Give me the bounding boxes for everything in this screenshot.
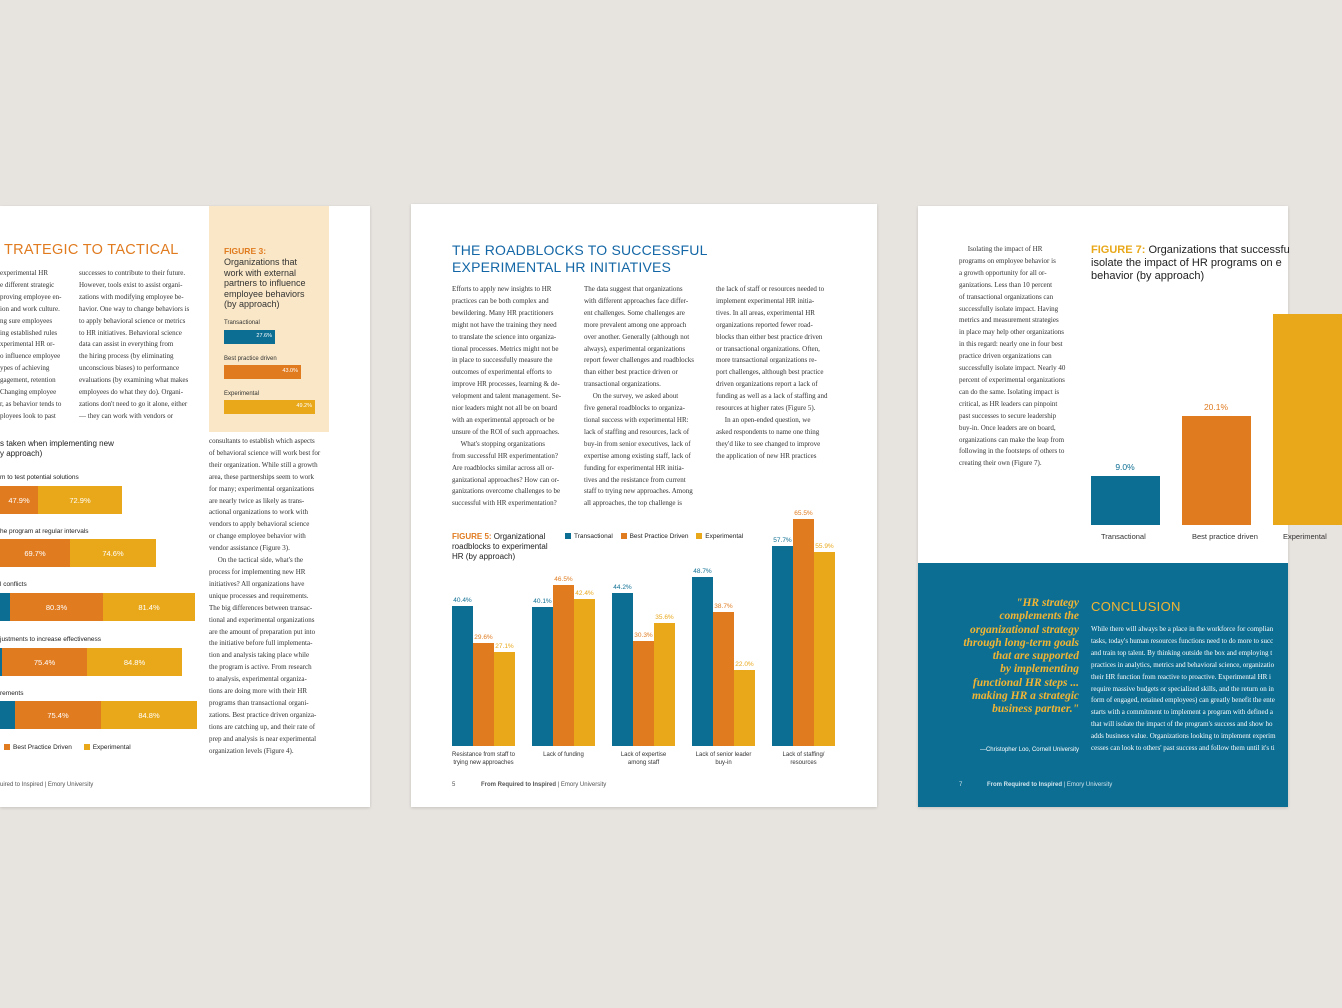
figure-3-box: [209, 206, 329, 432]
figure-3-label-transactional: Transactional: [224, 320, 260, 326]
figure-5-bar: [612, 593, 633, 746]
figure-5-bar: [633, 641, 654, 746]
conclusion-panel: [918, 563, 1288, 807]
pull-quote: "HR strategy complements the organizational strategy through long-term goals that are supported by implementing functional HR steps ... making HR a strategic business partner.": [963, 597, 1079, 716]
body-column-1: Efforts to apply new insights to HR practices can be both complex and bewildering. Many HR practitioners might not have the training they need to translate the science into organiza- tional processes. Metrics might not be in place to successfully measure the outcomes of experimental efforts to improve HR processes, learning & de- velopment and talent management. Se- nior leaders might not all be on board with an experimental approach or be unsure of the ROI of such approaches. What's stopping organizations from successful HR experimentation? Are roadblocks similar across all or- ganizational approaches? How can or- ganizations overcome challenges to be successful with HR experimentation?: [452, 285, 562, 508]
figure-7-bar: [1273, 314, 1342, 525]
section-heading: TRATEGIC TO TACTICAL: [4, 242, 179, 258]
figure-3-bar-experimental: 49.2%: [224, 400, 315, 414]
figure-4-bar-gold: 81.4%: [103, 593, 195, 621]
figure-4-group-label: he program at regular intervals: [0, 528, 89, 535]
figure-7-plot: [1091, 296, 1327, 541]
page-footer: From Required to Inspired | Emory University: [987, 782, 1113, 788]
body-column-1: experimental HR e different strategic proving employee en- ion and work culture. ng sure employees ing established rules xperimental HR or- o influence employee ypes of achieving gagement, retention Changing employee r, as behavior tends to ployees look to past: [0, 269, 62, 420]
figure-5-category-label: Lack of funding: [543, 752, 584, 758]
figure-5-plot: [452, 464, 852, 746]
figure-5-value-label: 42.4%: [575, 590, 594, 598]
page-footer: uired to Inspired | Emory University: [0, 782, 94, 788]
figure-4-legend: Best Practice Driven Experimental: [4, 744, 131, 751]
left-page: [0, 206, 370, 807]
figure-5-bar: [772, 546, 793, 746]
figure-7-bar: [1091, 476, 1160, 525]
figure-5-bar: [713, 612, 734, 746]
figure-4-bar-orange: 69.7%: [0, 539, 70, 567]
figure-5-value-label: 48.7%: [693, 568, 712, 576]
quote-attribution: —Christopher Loo, Cornell University: [979, 747, 1079, 753]
body-column-3: consultants to establish which aspects of behavioral science will work best for their organization. While still a growth area, these partnerships seem to work for many; experimental organizations are nearly twice as likely as trans- actional organizations to work with vendors to apply behavioral science or change employee behavior with vendor assistance (Figure 3). On the tactical side, what's the process for implementing new HR initiatives? All organizations have unique processes and requirements. The big differences between transac- tional and experimental organizations are the amount of preparation put into the initiative before full implementa- tion and analysis taking place while the program is active. From research to analysis, experimental organiza- tions are doing more with their HR programs than transactional organi- zations. Best practice driven organiza- tions are catching up, and their rate of prep and analysis is near experimental organization levels (Figure 4).: [209, 437, 321, 755]
figure-7-category-label: Experimental: [1283, 532, 1327, 541]
figure-5-value-label: 65.5%: [794, 510, 813, 518]
figure-5-value-label: 46.5%: [554, 575, 573, 583]
figure-7-bar: [1182, 416, 1251, 525]
figure-4-bar-orange: 47.9%: [0, 486, 38, 514]
figure-4-bar-gold: 72.9%: [38, 486, 122, 514]
body-column-1: Isolating the impact of HR programs on employee behavior is a growth opportunity for all or- ganizations. Less than 10 percent of transactional organizations can successfully isolate impact. Having metrics and measurement strategies in place may help other organizations in this regard: nearly one in four best practice driven organizations can successfully isolate impact. Nearly 40 percent of experimental organizations can do the same. Isolating impact is critical, as HR leaders can pinpoint past successes to secure leadership buy-in. Once leaders are on board, organizations can make the leap from following in the footsteps of others to creating their own (Figure 7).: [959, 245, 1066, 468]
legend-gold-swatch: [84, 744, 90, 750]
body-column-2: successes to contribute to their future. However, tools exist to assist organi- zations with modifying employee be- havior. One way to change behaviors is to apply behavioral science or metrics to HR initiatives. Behavioral science data can assist in everything from the hiring process (by eliminating unconscious biases) to performance evaluations (by examining what makes employees do what they do). Organi- zations don't need to go it alone, either — they can work with vendors or: [79, 269, 190, 420]
figure-5-bar: [574, 599, 595, 746]
figure-5-value-label: 27.1%: [495, 643, 514, 651]
middle-page: [411, 204, 877, 807]
figure-3-label-experimental: Experimental: [224, 391, 260, 397]
figure-4-bar-gold: 84.8%: [87, 648, 182, 676]
figure-5-bar: [553, 585, 574, 746]
figure-3-title: Organizations that work with external partners to influence employee behaviors (by approach): [224, 257, 306, 309]
figure-4-group-label: justments to increase effectiveness: [0, 636, 102, 643]
figure-7-category-label: Best practice driven: [1192, 532, 1258, 541]
figure-3-bar-transactional: 27.6%: [224, 330, 275, 344]
figure-5-bar: [473, 643, 494, 746]
right-page: [918, 206, 1327, 807]
body-column-2: The data suggest that organizations with different approaches face differ- ent challenges. Some challenges are more prevalent among one approach over another. Generally (although not always), experimental organizations report fewer challenges and roadblocks than either best practice driven or transactional organizations. On the survey, we asked about five general roadblocks to organiza- tional success with experimental HR: lack of staffing and resources, lack of buy-in from senior executives, lack of expertise among existing staff, lack of funding for experimental HR initia- tives and the resistance from current staff to trying new approaches. Among all approaches, the top challenge is: [584, 285, 695, 508]
figure-7-value-label: 9.0%: [1115, 462, 1135, 473]
figure-5-value-label: 40.4%: [453, 597, 472, 605]
legend-orange-swatch: [4, 744, 10, 750]
figure-5-bar: [654, 623, 675, 746]
figure-5-bar: [793, 519, 814, 746]
figure-5-value-label: 30.3%: [634, 632, 653, 640]
figure-5-category-label: Lack of staffing/ resources: [782, 752, 825, 766]
figure-4-bar-orange: 75.4%: [2, 648, 87, 676]
figure-5-value-label: 44.2%: [613, 583, 632, 591]
figure-5-value-label: 40.1%: [533, 598, 552, 606]
figure-5-bar: [532, 607, 553, 746]
figure-5-category-label: Lack of senior leader buy-in: [695, 752, 752, 766]
figure-4-group-label: m to test potential solutions: [0, 474, 79, 481]
section-heading: THE ROADBLOCKS TO SUCCESSFUL EXPERIMENTAL HR INITIATIVES: [452, 242, 708, 275]
figure-7-category-label: Transactional: [1101, 532, 1146, 541]
figure-5-value-label: 38.7%: [714, 602, 733, 610]
figure-4-bar-blue: [0, 593, 10, 621]
figure-7-value-label: 20.1%: [1203, 402, 1229, 413]
page-number: 5: [452, 782, 456, 788]
figure-5-title: FIGURE 5: Organizational roadblocks to experimental HR (by approach): [452, 532, 548, 561]
figure-4-bar-orange: 80.3%: [10, 593, 103, 621]
page-number: 7: [959, 782, 963, 788]
page-footer: From Required to Inspired | Emory University: [481, 782, 607, 788]
figure-5-label: FIGURE 5:: [452, 532, 492, 541]
figure-5-legend: Transactional Best Practice Driven Experimental: [565, 533, 743, 540]
figure-4-group-label: l conflicts: [0, 581, 27, 588]
body-column-3: the lack of staff or resources needed to implement experimental HR initia- tives. In all areas, experimental HR organizations reported fewer road- blocks than either best practice driven or transactional organizations. Often, more transactional organizations re- port challenges, although best practice driven organizations report a lack of funding as well as a lack of staffing and resources at higher rates (Figure 5). In an open-ended question, we asked respondents to name one thing they'd like to see changed to improve the application of new HR practices: [716, 285, 828, 460]
figure-5-value-label: 29.6%: [474, 634, 493, 642]
figure-5-category-label: Resistance from staff to trying new approaches: [452, 752, 515, 766]
figure-3-label-best-practice: Best practice driven: [224, 356, 277, 362]
conclusion-heading: CONCLUSION: [1091, 599, 1181, 614]
figure-4-bar-gold: 84.8%: [101, 701, 197, 729]
figure-5-bar: [452, 606, 473, 746]
figure-4-group-label: rements: [0, 690, 24, 697]
figure-4-bar-orange: 75.4%: [15, 701, 101, 729]
figure-5-bar: [734, 670, 755, 746]
figure-7-label: FIGURE 7:: [1091, 244, 1146, 256]
figure-5-category-label: Lack of expertise among staff: [620, 752, 667, 766]
figure-7-title: FIGURE 7: Organizations that successfu isolate the impact of HR programs on e behavior (by approach): [1091, 244, 1290, 282]
figure-5-value-label: 35.6%: [655, 613, 674, 621]
figure-5-bar: [814, 552, 835, 746]
figure-5-value-label: 55.9%: [815, 543, 834, 551]
figure-4-bar-gold: 74.6%: [70, 539, 156, 567]
figure-4-bar-blue: [0, 701, 15, 729]
figure-3-bar-best-practice: 43.0%: [224, 365, 301, 379]
figure-5-bar: [494, 652, 515, 746]
conclusion-text: While there will always be a place in the workforce for complian tasks, today's human resources functions need to do more to succ and train top talent. By thinking outside the box and employing t practices in analytics, metrics and behavioral science, organizatio their HR function from reactive to proactive. Experimental HR i require massive budgets or specialized skills, and the return on in form of engaged, retained employees) can greatly benefit the ente starts with a commitment to implement a program with defined a that will isolate the impact of the program's success and show ho adds business value. Organizations looking to implement experim cesses can look to others' past success and follow them until it's ti: [1091, 625, 1276, 753]
figure-4-title: s taken when implementing new y approach): [0, 439, 114, 458]
figure-5-value-label: 22.0%: [735, 660, 754, 668]
figure-3-label: FIGURE 3:: [224, 246, 267, 256]
figure-5-value-label: 57.7%: [773, 537, 792, 545]
